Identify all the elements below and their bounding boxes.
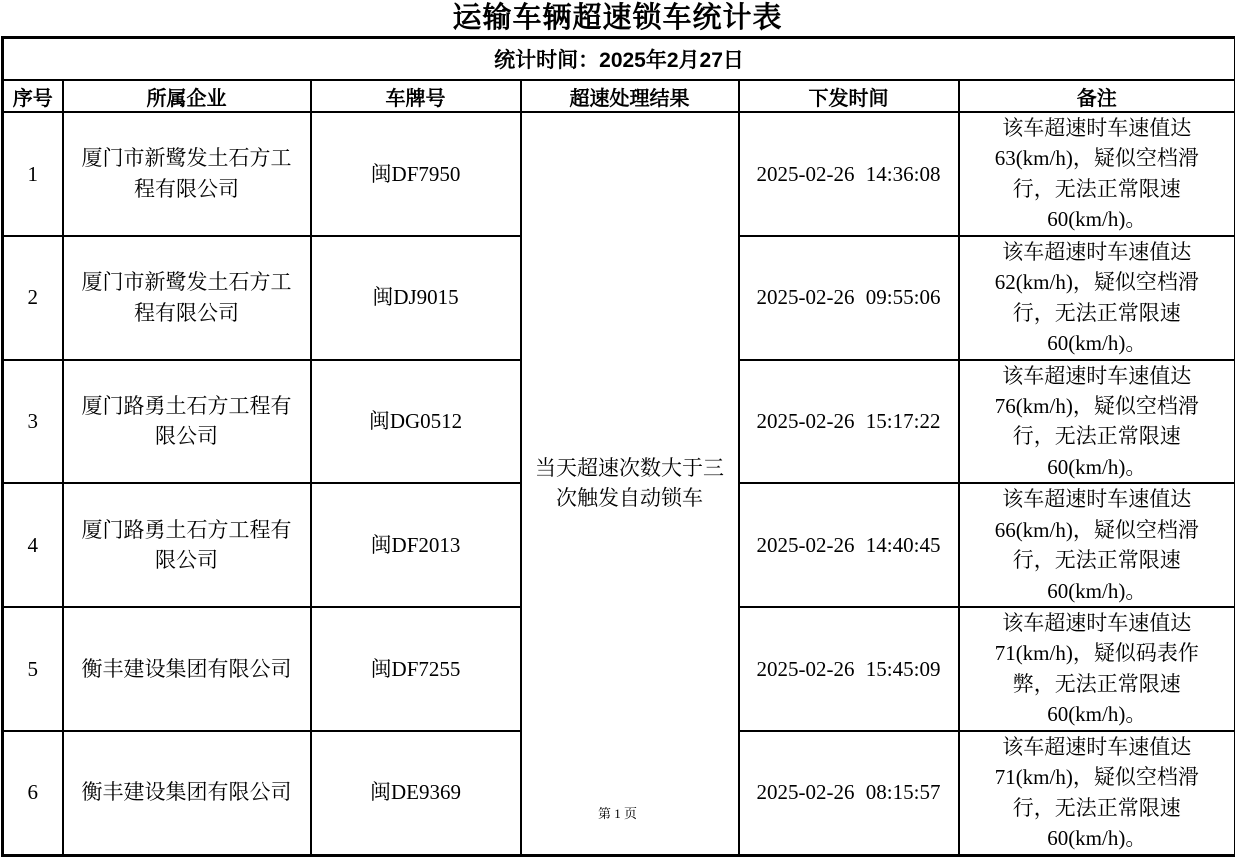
- table-header-row: [3, 80, 1235, 112]
- cell-no: 5: [3, 607, 63, 731]
- page-title: 运输车辆超速锁车统计表: [0, 0, 1235, 36]
- cell-remark: 该车超速时车速值达71(km/h)，疑似码表作弊，无法正常限速60(km/h)。: [959, 607, 1235, 731]
- column-header-time: 下发时间: [739, 80, 959, 112]
- cell-time: 2025-02-26 15:45:09: [739, 607, 959, 731]
- statistics-time-subtitle: 统计时间：2025年2月27日: [3, 38, 1235, 81]
- cell-company: 厦门路勇土石方工程有限公司: [63, 360, 311, 484]
- subtitle-row: [3, 38, 1235, 81]
- column-header-plate: 车牌号: [311, 80, 521, 112]
- cell-remark: 该车超速时车速值达71(km/h)，疑似空档滑行，无法正常限速60(km/h)。: [959, 731, 1235, 855]
- column-header-no: 序号: [3, 80, 63, 112]
- cell-time: 2025-02-26 09:55:06: [739, 236, 959, 360]
- cell-no: 3: [3, 360, 63, 484]
- cell-time: 2025-02-26 08:15:57: [739, 731, 959, 855]
- cell-plate: 闽DF7950: [311, 112, 521, 236]
- cell-company: 厦门市新鹭发土石方工程有限公司: [63, 236, 311, 360]
- table-row: [3, 112, 1235, 236]
- cell-no: 6: [3, 731, 63, 855]
- column-header-remark: 备注: [959, 80, 1235, 112]
- cell-plate: 闽DF7255: [311, 607, 521, 731]
- column-header-result: 超速处理结果: [521, 80, 739, 112]
- cell-remark: 该车超速时车速值达63(km/h)，疑似空档滑行，无法正常限速60(km/h)。: [959, 112, 1235, 236]
- cell-no: 2: [3, 236, 63, 360]
- cell-no: 1: [3, 112, 63, 236]
- column-header-company: 所属企业: [63, 80, 311, 112]
- cell-no: 4: [3, 483, 63, 607]
- cell-remark: 该车超速时车速值达66(km/h)，疑似空档滑行，无法正常限速60(km/h)。: [959, 483, 1235, 607]
- cell-company: 厦门市新鹭发土石方工程有限公司: [63, 112, 311, 236]
- cell-plate: 闽DJ9015: [311, 236, 521, 360]
- cell-plate: 闽DF2013: [311, 483, 521, 607]
- cell-plate: 闽DE9369: [311, 731, 521, 855]
- cell-plate: 闽DG0512: [311, 360, 521, 484]
- cell-company: 衡丰建设集团有限公司: [63, 607, 311, 731]
- cell-company: 衡丰建设集团有限公司: [63, 731, 311, 855]
- cell-time: 2025-02-26 15:17:22: [739, 360, 959, 484]
- cell-time: 2025-02-26 14:36:08: [739, 112, 959, 236]
- overspeed-lock-table: [1, 36, 1235, 857]
- cell-time: 2025-02-26 14:40:45: [739, 483, 959, 607]
- page-number: 第 1 页: [0, 803, 1235, 822]
- cell-company: 厦门路勇土石方工程有限公司: [63, 483, 311, 607]
- cell-result-merged: 当天超速次数大于三次触发自动锁车: [521, 112, 739, 855]
- cell-remark: 该车超速时车速值达76(km/h)，疑似空档滑行，无法正常限速60(km/h)。: [959, 360, 1235, 484]
- cell-remark: 该车超速时车速值达62(km/h)，疑似空档滑行，无法正常限速60(km/h)。: [959, 236, 1235, 360]
